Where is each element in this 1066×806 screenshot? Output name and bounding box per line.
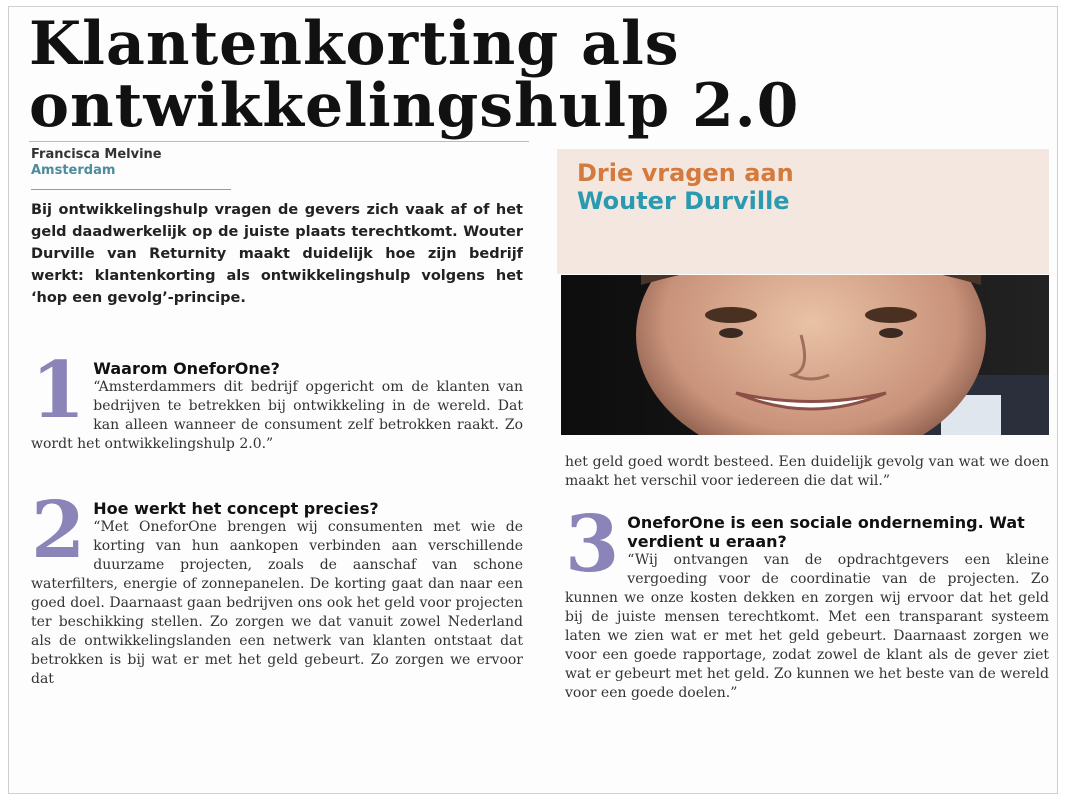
divider [29,141,529,142]
sidebar-title-line-1: Drie vragen aan [577,159,794,187]
headline [29,9,1039,141]
question-block-2 [31,485,523,689]
byline-location: Amsterdam [31,163,116,178]
question-answer: “Amsterdammers dit bedrijf opgericht om de klanten van bedrijven te betrekken bij ontwikkeling in de wereld. Dat kan alleen wanneer de consument zelf betrokken raakt. Zo wordt het ontwikkelingshulp 2.0.” [31,379,523,452]
sidebar-title-line-2: Wouter Durville [577,187,790,215]
question-title: Waarom OneforOne? [93,359,280,378]
byline-divider [31,189,231,190]
question-answer: “Wij ontvangen van de opdrachtgevers een kleine vergoeding voor de coordinatie van de projecten. Zo kunnen we onze kosten dekken en zorgen wij ervoor dat het geld bij de juiste mensen terechtkomt. Met een transparant systeem laten we zien wat er met het geld gebeurt. Daarnaast zorgen we voor een goede rapportage, zodat zowel de klant als de gever ziet wat er gebeurt met het geld. Zo kunnen we het beste van de wereld voor een goede doelen.” [565,552,1049,701]
question-title: Hoe werkt het concept precies? [93,499,379,518]
newspaper-page [8,6,1058,794]
byline [31,147,162,179]
portrait-illustration [561,275,1049,435]
continued-answer-text: het geld goed wordt besteed. Een duidelijk gevolg van wat we doen maakt het verschil voor iedereen die dat wil.” [565,454,1049,489]
portrait-photo [561,275,1049,435]
question-number: 1 [31,345,86,436]
question-answer: “Met OneforOne brengen wij consumenten met wie de korting van hun aankopen verbinden aan verschillende duurzame projecten, zoals de aanschaf van schone waterfilters, energie of zonnepanelen. De korting gaat dan naar een goed doel. Daarnaast gaan bedrijven ons ook het geld voor projecten ter beschikking stellen. Zo zorgen we dat vanuit zowel Nederland als de ontwikkelingslanden een netwerk van klanten ontstaat dat betrokken is bij wat er met het geld gebeurt. Zo zorgen we ervoor dat [31,519,523,687]
headline-line-1: Klantenkorting als [29,9,680,79]
byline-author: Francisca Melvine [31,147,162,162]
question-block-1 [31,345,523,454]
sidebar-title-box [557,149,1049,274]
question-title: OneforOne is een sociale onderneming. Wat verdient u eraan? [627,513,1025,551]
question-block-3 [565,499,1049,703]
headline-line-2: ontwikkelingshulp 2.0 [29,71,800,141]
question-number: 3 [565,499,620,590]
question-number: 2 [31,485,86,576]
intro-paragraph: Bij ontwikkelingshulp vragen de gevers zich vaak af of het geld daadwerkelijk op de juiste plaats terechtkomt. Wouter Durville van Returnity maakt duidelijk hoe zijn bedrijf werkt: klantenkorting als ontwikkelingshulp volgens het ‘hop een gevolg’-principe. [31,202,523,306]
